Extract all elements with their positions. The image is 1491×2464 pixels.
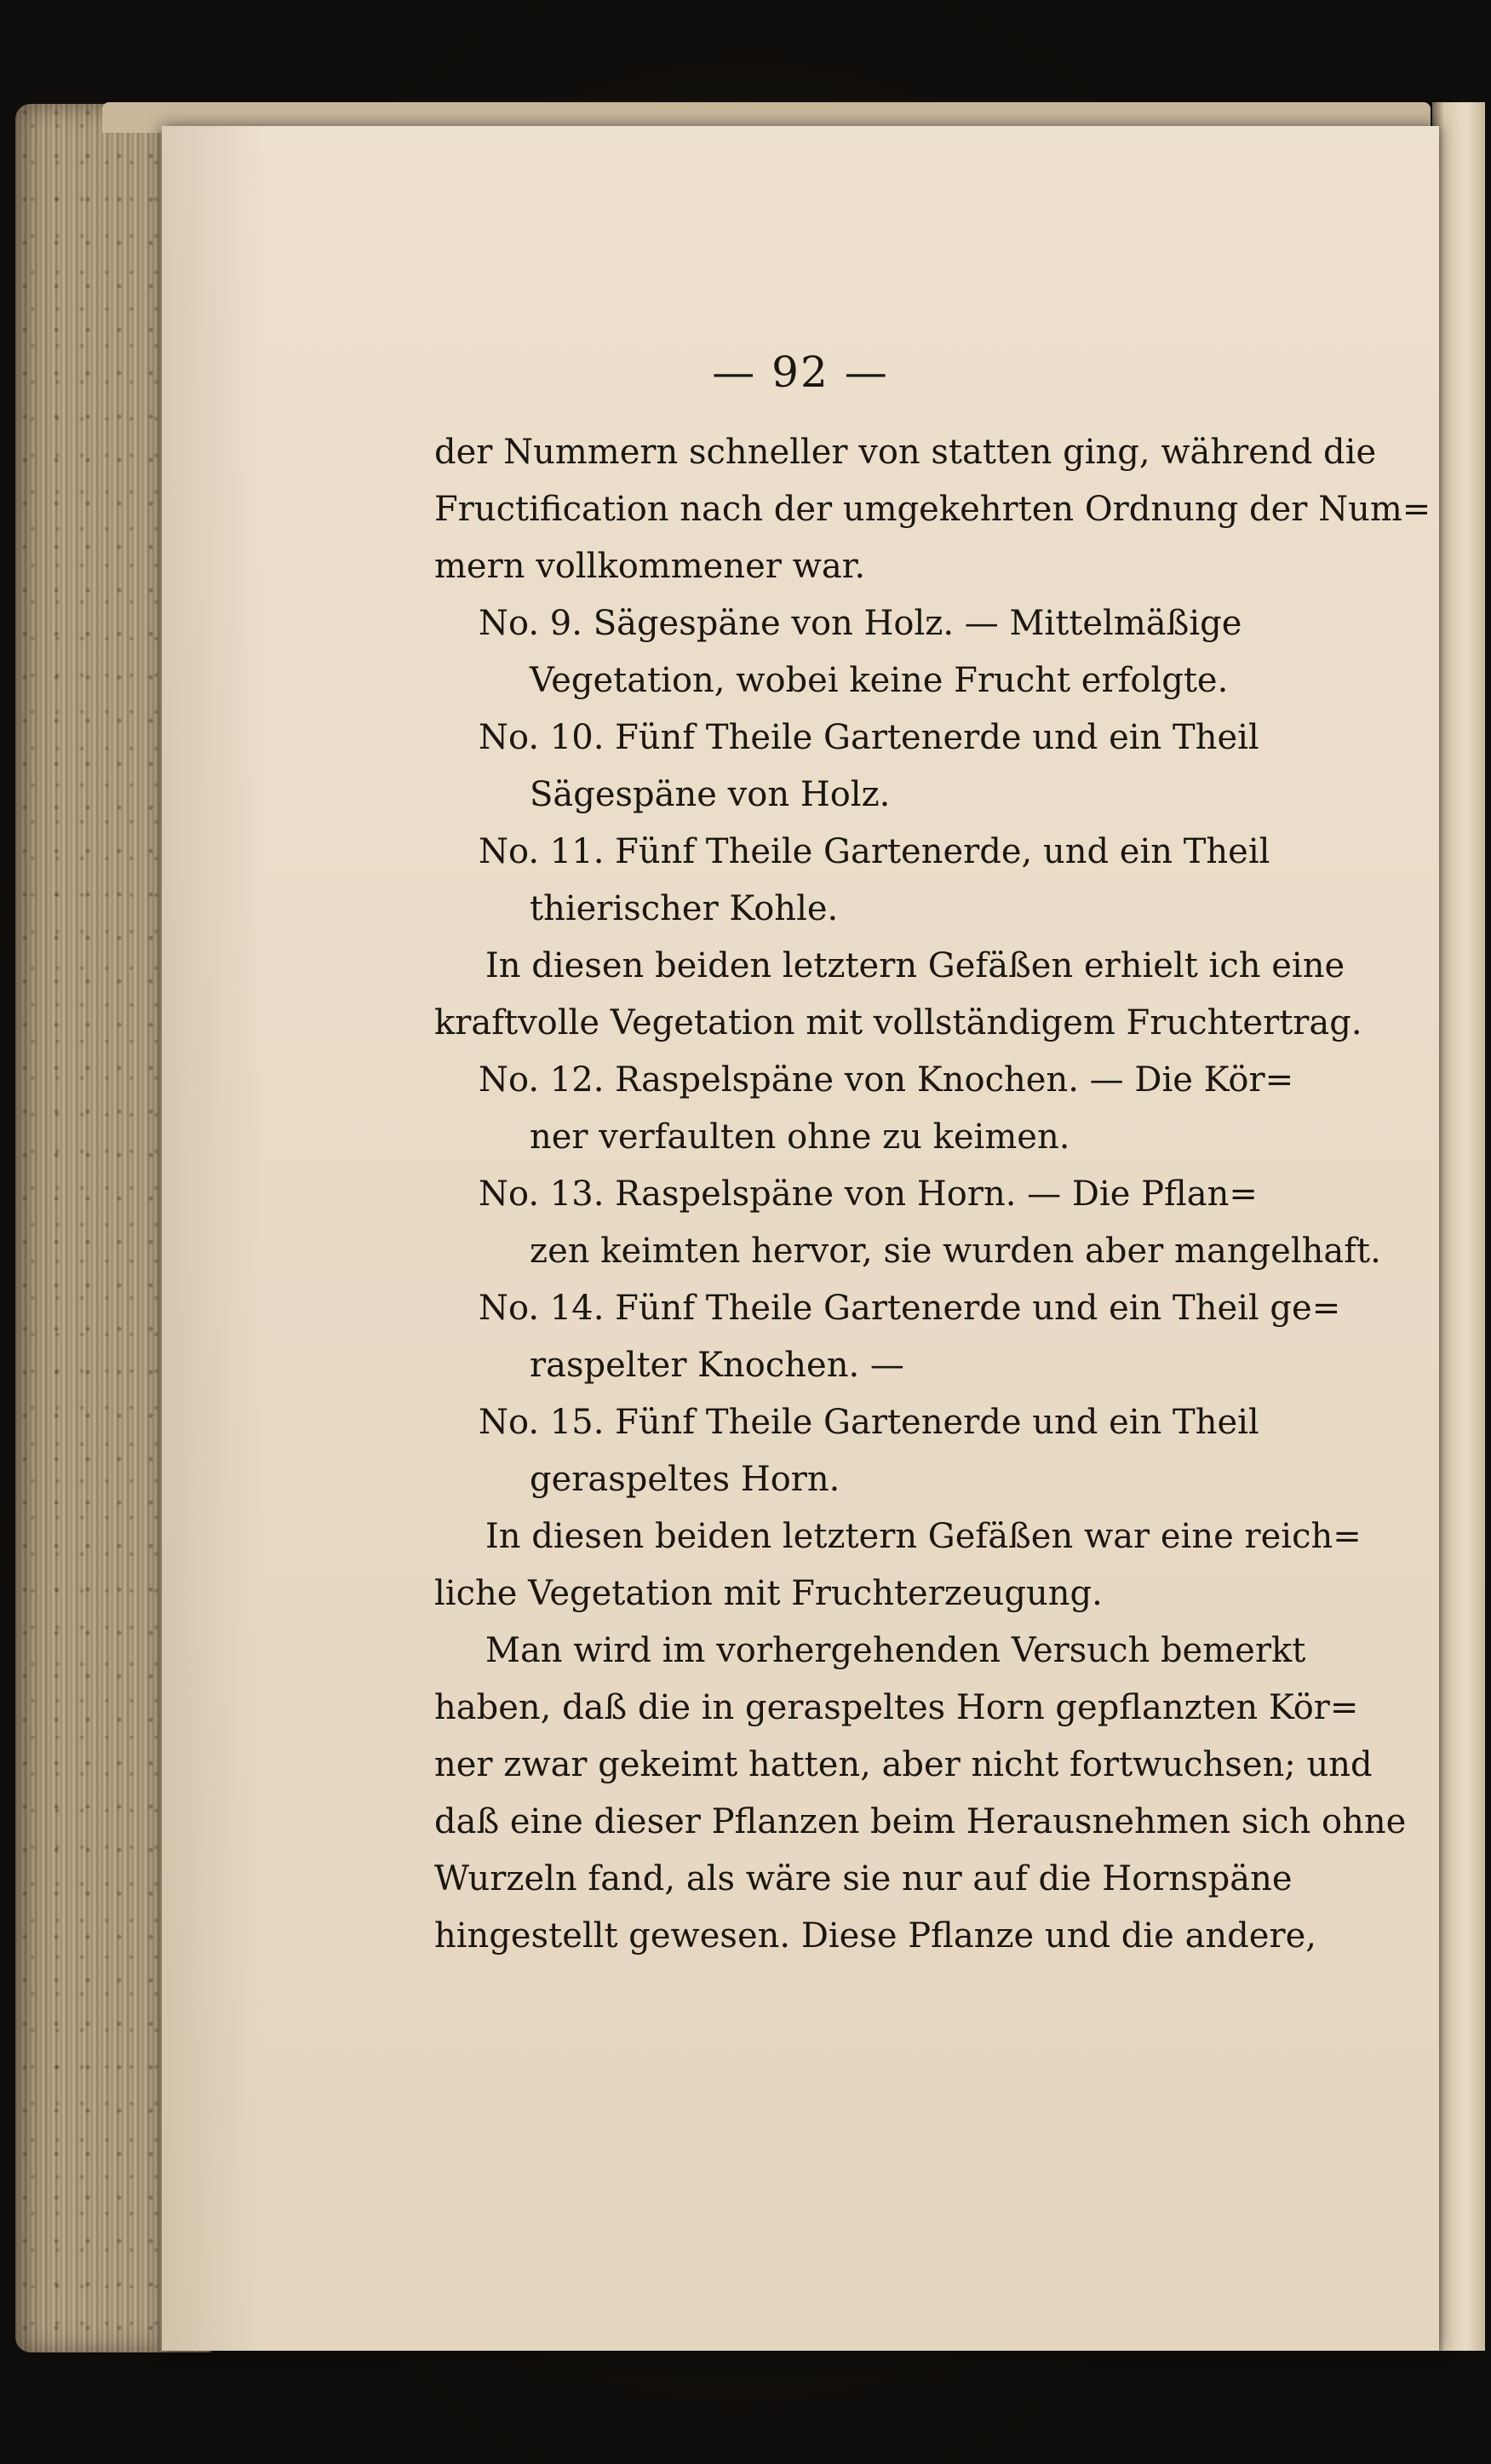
text-line: liche Vegetation mit Fruchterzeugung. [434,1574,1103,1613]
text-line: In diesen beiden letztern Gefäßen erhielt ich eine [485,946,1345,985]
text-line: In diesen beiden letztern Gefäßen war eine reich= [485,1517,1362,1556]
text-line: haben, daß die in geraspeltes Horn gepflanzten Kör= [434,1688,1359,1727]
text-line: ner verfaulten ohne zu keimen. [530,1117,1070,1157]
text-line: No. 9. Sägespäne von Holz. — Mittelmäßige [479,604,1242,643]
text-line: geraspeltes Horn. [530,1460,840,1499]
next-leaf-edge [1432,102,1485,2351]
text-line: raspelter Knochen. — [530,1346,904,1385]
text-line: Sägespäne von Holz. [530,775,891,814]
text-line: No. 15. Fünf Theile Gartenerde und ein Theil [479,1403,1259,1442]
book-page [162,126,1439,2351]
text-line: No. 12. Raspelspäne von Knochen. — Die Kör= [479,1060,1294,1100]
text-line: daß eine dieser Pflanzen beim Herausnehmen sich ohne [434,1802,1407,1841]
text-line: mern vollkommener war. [434,547,866,586]
text-line: der Nummern schneller von statten ging, während die [434,433,1377,472]
text-line: No. 11. Fünf Theile Gartenerde, und ein Theil [479,832,1270,871]
page-number: — 92 — [712,347,889,397]
text-line: Vegetation, wobei keine Frucht erfolgte. [530,661,1229,700]
text-line: Wurzeln fand, als wäre sie nur auf die Hornspäne [434,1859,1293,1898]
text-line: No. 10. Fünf Theile Gartenerde und ein Theil [479,718,1259,757]
text-line: kraftvolle Vegetation mit vollständigem Fruchtertrag. [434,1003,1362,1042]
text-line: thierischer Kohle. [530,889,839,928]
text-line: ner zwar gekeimt hatten, aber nicht fortwuchsen; und [434,1745,1373,1784]
text-line: No. 14. Fünf Theile Gartenerde und ein Theil ge= [479,1289,1341,1328]
body-text [434,424,1431,1965]
text-line: No. 13. Raspelspäne von Horn. — Die Pflan= [479,1175,1258,1214]
text-line: Fructification nach der umgekehrten Ordnung der Num= [434,490,1431,529]
text-line: zen keimten hervor, sie wurden aber mangelhaft. [530,1232,1381,1271]
text-line: hingestellt gewesen. Diese Pflanze und die andere, [434,1916,1316,1956]
text-line: Man wird im vorhergehenden Versuch bemerkt [485,1631,1306,1670]
